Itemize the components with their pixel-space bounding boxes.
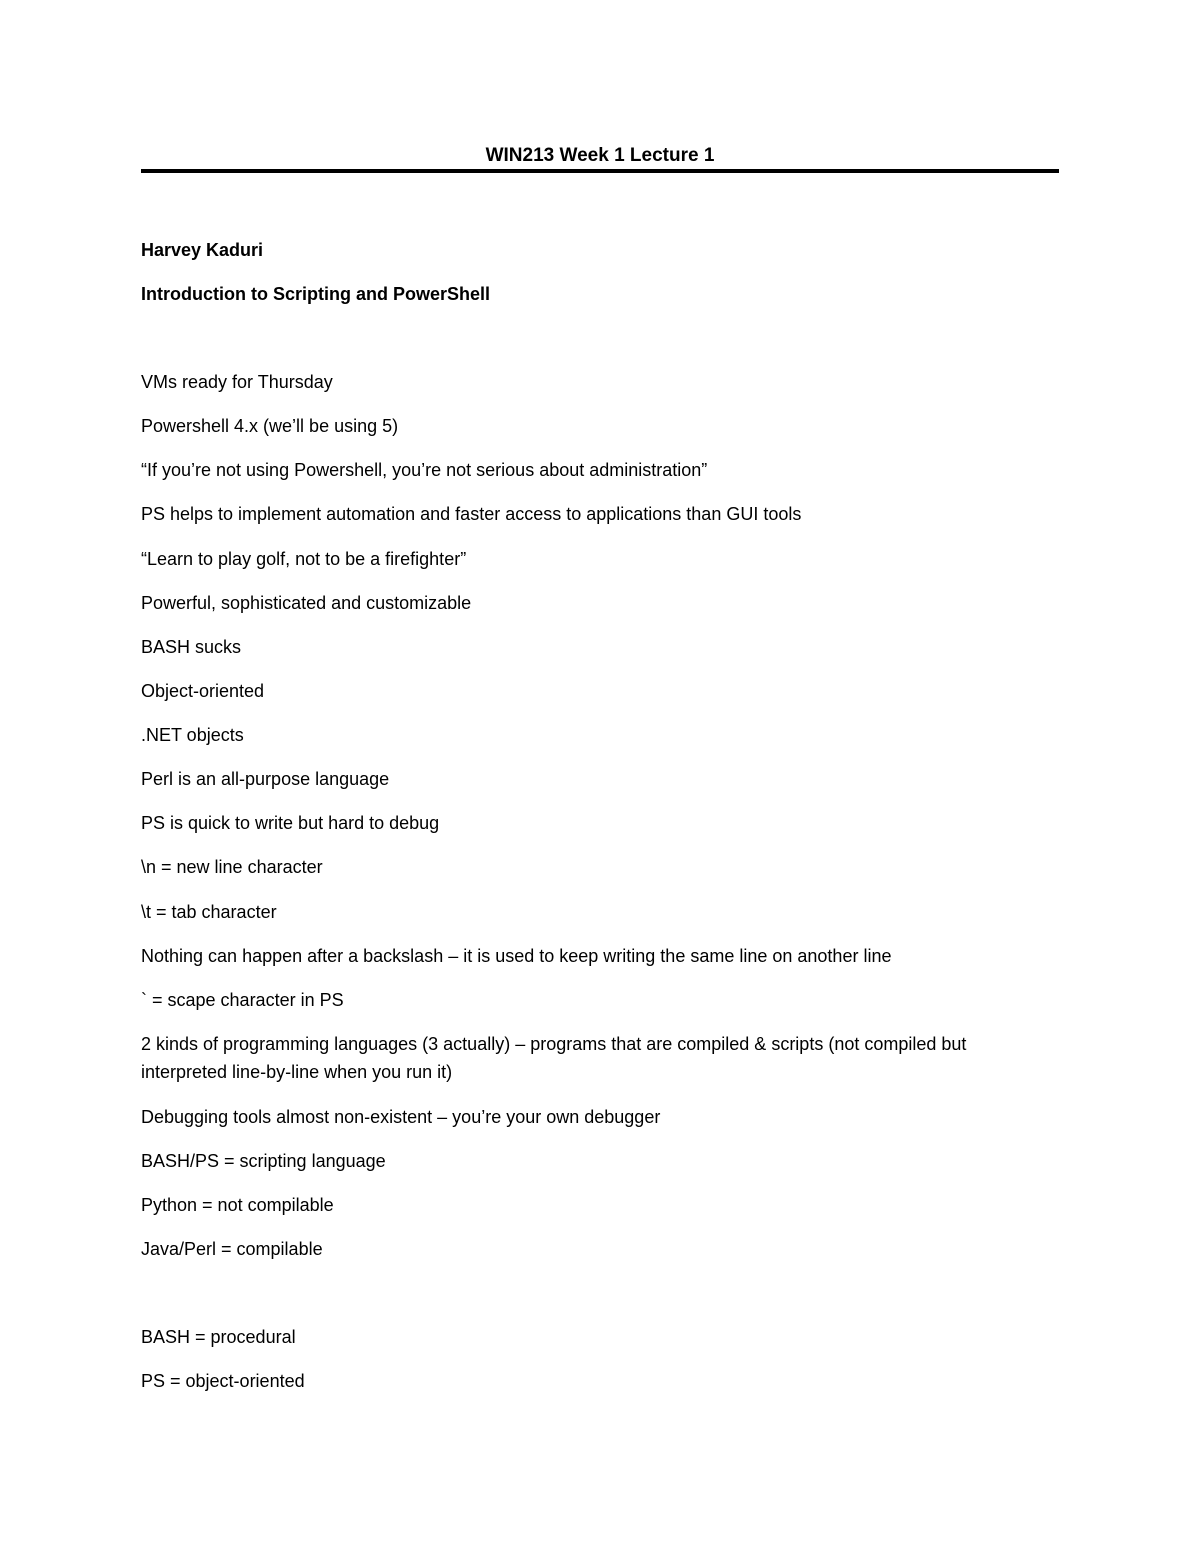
note-line: Debugging tools almost non-existent – you’re your own debugger	[141, 1107, 661, 1127]
title-underline-rule	[141, 169, 1059, 173]
note-line: .NET objects	[141, 725, 244, 745]
note-line: ` = scape character in PS	[141, 990, 344, 1010]
note-line: Powershell 4.x (we’ll be using 5)	[141, 416, 399, 436]
note-line: Perl is an all-purpose language	[141, 769, 390, 789]
note-line: BASH/PS = scripting language	[141, 1151, 386, 1171]
note-line: PS = object-oriented	[141, 1371, 305, 1391]
author-name: Harvey Kaduri	[141, 240, 264, 260]
note-line: “If you’re not using Powershell, you’re not serious about administration”	[141, 460, 708, 480]
document-title: WIN213 Week 1 Lecture 1	[485, 145, 715, 166]
note-line: “Learn to play golf, not to be a firefighter”	[141, 549, 467, 569]
note-line: Java/Perl = compilable	[141, 1239, 323, 1259]
note-line: PS is quick to write but hard to debug	[141, 813, 440, 833]
note-line: PS helps to implement automation and faster access to applications than GUI tools	[141, 504, 802, 524]
lecture-subtitle: Introduction to Scripting and PowerShell	[141, 284, 491, 304]
note-line: Python = not compilable	[141, 1195, 334, 1215]
note-line: Powerful, sophisticated and customizable	[141, 593, 472, 613]
note-line: BASH = procedural	[141, 1327, 296, 1347]
note-line: interpreted line-by-line when you run it)	[141, 1062, 453, 1082]
note-line: 2 kinds of programming languages (3 actually) – programs that are compiled & scripts (not compiled but	[141, 1034, 967, 1054]
note-line: Nothing can happen after a backslash – it is used to keep writing the same line on another line	[141, 946, 892, 966]
note-line: Object-oriented	[141, 681, 265, 701]
note-line: BASH sucks	[141, 637, 242, 657]
note-line: \t = tab character	[141, 902, 277, 922]
note-line: \n = new line character	[141, 857, 323, 877]
note-line: VMs ready for Thursday	[141, 372, 333, 392]
